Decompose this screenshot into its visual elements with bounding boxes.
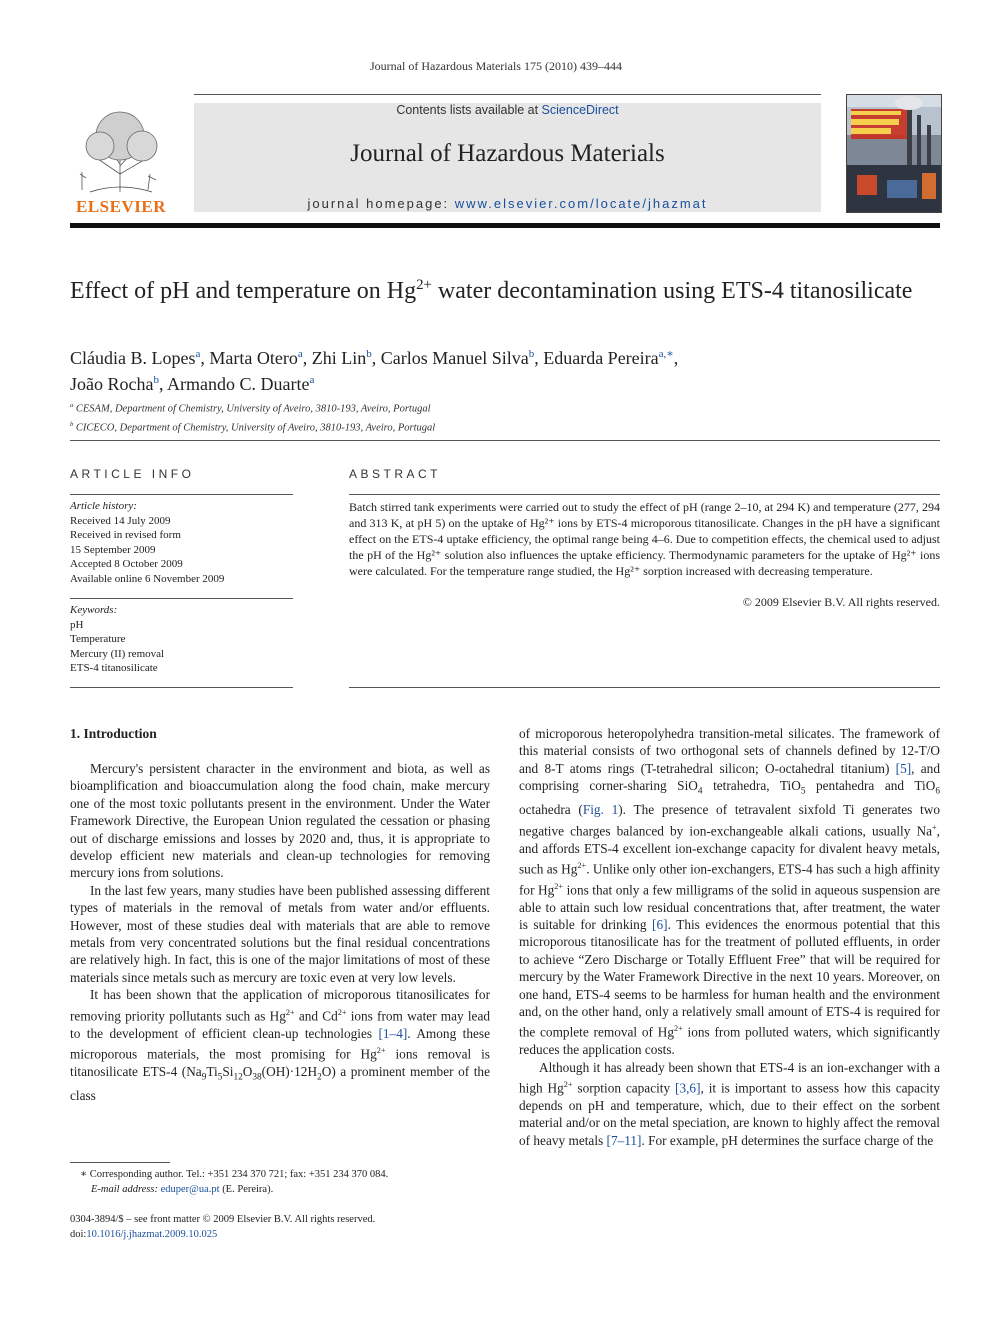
history-item: Received in revised form [70, 529, 181, 541]
history-item: Received 14 July 2009 [70, 514, 171, 527]
elsevier-wordmark: ELSEVIER [76, 197, 166, 216]
keyword: pH [70, 618, 84, 631]
email-note: E-mail address: eduper@ua.pt (E. Pereira). [91, 1184, 274, 1195]
body-column-left [70, 760, 490, 1104]
divider [70, 598, 293, 599]
doi-line: doi:10.1016/j.jhazmat.2009.10.025 [70, 1229, 218, 1240]
paragraph: In the last few years, many studies have been published assessing different types of materials in the removal of metals from water and/or effluents. However, most of these studies deal with materials that are able to remove metals from very concentrated solutions but the final residual concentrations are relatively high. In fact, this is one of the major limitations of most of these materials since metals such as mercury are toxic even at very low levels. [70, 882, 490, 985]
doi-link[interactable]: 10.1016/j.jhazmat.2009.10.025 [86, 1229, 218, 1240]
keyword: Mercury (II) removal [70, 647, 165, 660]
title-superscript: 2+ [416, 277, 432, 293]
running-head: Journal of Hazardous Materials 175 (2010) 439–444 [370, 59, 622, 73]
citation-link[interactable]: [5] [895, 760, 912, 776]
citation-link[interactable]: [7–11] [606, 1132, 642, 1148]
citation-link[interactable]: [3,6] [675, 1080, 701, 1096]
divider [349, 494, 940, 495]
paper-title [70, 271, 950, 306]
divider [70, 440, 940, 441]
divider [70, 687, 293, 688]
paragraph: Mercury's persistent character in the environment and biota, as well as bioamplification and bioaccumulation along the food chain, make mercury one of the most toxic pollutants present in the environment. Under the Water Framework Directive, the European Union regulated the cessation or phasing out of discharge emissions and losses by 2020 and, thus, it is appropriate to develop efficient new materials and clean-up technologies for removing mercury ions from solutions. [70, 761, 490, 881]
abstract-text: Batch stirred tank experiments were carried out to study the effect of pH (range 2–10, at 294 K) and temperature (277, 294 and 313 K, at pH 5) on the uptake of Hg²⁺ ions by ETS-4 microporous titanosilicate. Changes in the pH have a significant effect on the ETS-4 uptake efficiency, the optimal range being 4–6. Due to competition effects, the chemical used to adjust the pH of the Hg²⁺ solution also influences the uptake efficiency. Thermodynamic parameters for the uptake of Hg²⁺ ions were calculated. For the temperature range studied, the Hg²⁺ sorption increased with decreasing temperature. [349, 500, 940, 578]
author-list: Cláudia B. Lopes$^a$, Marta Otero$^a$, Zhi Lin$^b$, Carlos Manuel Silva$^b$, Eduarda Pereira$^{a,∗}$, João Rocha$^b$, Armando C. Duarte$^a$ [70, 348, 679, 394]
masthead-rule [194, 94, 821, 95]
bottom-meta [70, 1212, 490, 1242]
history-label: Article history: [70, 500, 137, 512]
paragraph: Although it has already been shown that ETS-4 is an ion-exchanger with a high $Hg^{2+}$ sorption capacity [3,6], it is important to assess how this capacity depends on pH and temperature, which, due to their effect on the sorbent material and/or on the metal speciation, are known to highly affect the removal of heavy metals [7–11]. For example, pH determines the surface charge of the [519, 1059, 941, 1148]
paragraph: It has been shown that the application of microporous titanosilicates for removing priority pollutants such as $Hg^{2+}$ and $Cd^{2+}$ ions from water may lead to the development of efficient clean-up technologies [1–4]. Among these microporous materials, the most promising for $Hg^{2+}$ ions removal is titanosilicate ETS-4 $(Na_9Ti_5Si_{12}O_{38}(OH)\cdot 12H_2O)$ a prominent member of the class [70, 987, 490, 1103]
footnote-rule [70, 1162, 170, 1163]
section-heading: 1. Introduction [70, 726, 157, 741]
abstract-copyright: © 2009 Elsevier B.V. All rights reserved. [742, 595, 940, 609]
author[interactable]: João Rocha$^b$ [70, 374, 159, 394]
title-text: Effect of pH and temperature on Hg [70, 278, 417, 304]
contents-line [194, 103, 821, 117]
masthead-divider [70, 223, 940, 228]
journal-cover-image [846, 94, 942, 213]
article-info-heading: ARTICLE INFO [70, 467, 195, 481]
homepage-line [194, 196, 821, 211]
author[interactable]: Marta Otero$^a$ [209, 348, 303, 368]
author[interactable]: Carlos Manuel Silva$^b$ [380, 348, 535, 368]
history-item: 15 September 2009 [70, 543, 156, 556]
author[interactable]: Cláudia B. Lopes$^a$ [70, 348, 201, 368]
keywords-label: Keywords: [70, 604, 118, 616]
paragraph: of microporous heteropolyhedra transition-metal silicates. The framework of this material consists of two orthogonal sets of channels defined by 12-T/O and 8-T atoms rings (T-tetrahedral silicon; O-octahedral titanium) [5], and comprising corner-sharing SiO$_4$ tetrahedra, TiO$_5$ pentahedra and TiO$_6$ octahedra (Fig. 1). The presence of tetravalent sixfold Ti generates two negative charges balanced by ion-exchangeable alkali cations, usually Na+, and affords ETS-4 excellent ion-exchange capacity for divalent heavy metals, such as $Hg^{2+}$. Unlike only other ion-exchangers, ETS-4 has such a high affinity for $Hg^{2+}$ ions that only a few milligrams of the solid in aqueous suspension are able to attain such low residual concentrations that, after treatment, the water is suitable for drinking [6]. This evidences the enormous potential that this microporous titanosilicate has for the treatment of polluted effluents, in order to achieve “Zero Discharge or Totally Effluent Free” that will be required for mercury by the Water Framework Directive in the next 10 years. Moreover, on one hand, ETS-4 seems to be harmless for human health and the environment and, on the other hand, only a relatively small amount of ETS-4 is required for the complete removal of $Hg^{2+}$ ions from polluted waters, which significantly reduces the application costs. [519, 726, 940, 1058]
keyword: ETS-4 titanosilicate [70, 662, 158, 674]
contents-prefix: Contents lists available at [396, 103, 542, 117]
author[interactable]: Zhi Lin$^b$ [311, 348, 372, 368]
keyword: Temperature [70, 633, 126, 645]
history-item: Available online 6 November 2009 [70, 572, 225, 585]
abstract-heading: ABSTRACT [349, 467, 442, 481]
divider [349, 687, 940, 688]
email-link[interactable]: eduper@ua.pt [160, 1184, 220, 1195]
citation-link[interactable]: [1–4] [378, 1025, 408, 1041]
issn-line: 0304-3894/$ – see front matter © 2009 Elsevier B.V. All rights reserved. [70, 1214, 376, 1225]
author[interactable]: Armando C. Duarte$^a$ [167, 374, 315, 394]
homepage-prefix: journal homepage: [307, 196, 455, 211]
keywords [70, 603, 293, 676]
affiliations [70, 398, 950, 435]
divider [70, 494, 293, 495]
footnotes [70, 1167, 490, 1197]
homepage-link[interactable]: www.elsevier.com/locate/jhazmat [454, 196, 708, 211]
author[interactable]: Eduarda Pereira$^{a,∗}$ [543, 348, 674, 368]
article-history [70, 499, 293, 586]
title-text-end: water decontamination using ETS-4 titanosilicate [431, 278, 913, 304]
journal-title: Journal of Hazardous Materials [350, 140, 665, 167]
affiliation: $^b$ CICECO, Department of Chemistry, University of Aveiro, 3810-193, Aveiro, Portugal [70, 420, 436, 433]
sciencedirect-link[interactable]: ScienceDirect [541, 103, 619, 117]
citation-link[interactable]: [6] [652, 916, 668, 932]
corresponding-author-note: ∗ Corresponding author. Tel.: +351 234 370 721; fax: +351 234 370 084. [80, 1169, 389, 1180]
history-item: Accepted 8 October 2009 [70, 558, 183, 570]
figure-link[interactable]: Fig. 1 [582, 802, 619, 818]
body-column-right [519, 725, 940, 1149]
affiliation: $^a$ CESAM, Department of Chemistry, University of Aveiro, 3810-193, Aveiro, Portugal [70, 402, 431, 415]
